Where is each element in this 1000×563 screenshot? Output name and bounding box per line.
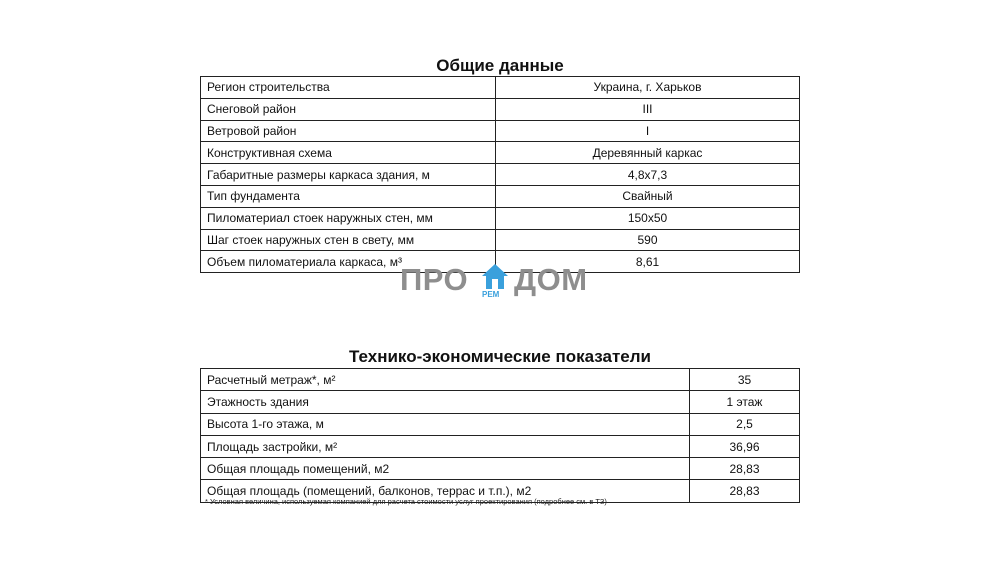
row-label: Регион строительства	[201, 77, 496, 99]
row-value: Деревянный каркас	[496, 142, 800, 164]
row-value: 4,8х7,3	[496, 164, 800, 186]
table-row	[201, 207, 800, 229]
row-label: Этажность здания	[201, 391, 690, 413]
house-icon	[480, 262, 510, 292]
table-row	[201, 435, 800, 457]
pro-dom-logo	[400, 262, 610, 304]
row-label: Площадь застройки, м²	[201, 435, 690, 457]
general-data-title: Общие данные	[436, 56, 564, 75]
table-row	[201, 98, 800, 120]
table-row	[201, 391, 800, 413]
row-value: 35	[690, 369, 800, 391]
row-value: 1 этаж	[690, 391, 800, 413]
row-label: Расчетный метраж*, м²	[201, 369, 690, 391]
row-value: 28,83	[690, 458, 800, 480]
row-value: 8,61	[496, 251, 800, 273]
row-label: Габаритные размеры каркаса здания, м	[201, 164, 496, 186]
row-label: Общая площадь (помещений, балконов, террас и т.п.), м2	[201, 480, 690, 502]
row-value: 28,83	[690, 480, 800, 502]
row-value: Украина, г. Харьков	[496, 77, 800, 99]
row-value: Свайный	[496, 185, 800, 207]
row-value: 150х50	[496, 207, 800, 229]
table-row	[201, 369, 800, 391]
table-row	[201, 142, 800, 164]
logo-text-left: ПРО	[400, 262, 469, 297]
row-label: Объем пиломатериала каркаса, м³	[201, 251, 496, 273]
row-label: Шаг стоек наружных стен в свету, мм	[201, 229, 496, 251]
table-row	[201, 458, 800, 480]
row-value: I	[496, 120, 800, 142]
row-value: 36,96	[690, 435, 800, 457]
footnote: * Условная величина, используемая компанией для расчета стоимости услуг проектирования (подробнее см. в ТЗ)	[205, 497, 607, 506]
table-row	[201, 229, 800, 251]
row-label: Высота 1-го этажа, м	[201, 413, 690, 435]
row-value: 590	[496, 229, 800, 251]
logo-subtext: РЕМ	[482, 290, 500, 299]
logo-text-right: ДОМ	[514, 262, 588, 297]
row-value: 2,5	[690, 413, 800, 435]
row-label: Конструктивная схема	[201, 142, 496, 164]
general-data-table	[200, 76, 800, 273]
row-label: Тип фундамента	[201, 185, 496, 207]
row-label: Пиломатериал стоек наружных стен, мм	[201, 207, 496, 229]
row-value: III	[496, 98, 800, 120]
row-label: Ветровой район	[201, 120, 496, 142]
table-row	[201, 164, 800, 186]
table-row	[201, 77, 800, 99]
table-row	[201, 413, 800, 435]
row-label: Общая площадь помещений, м2	[201, 458, 690, 480]
row-label: Снеговой район	[201, 98, 496, 120]
economic-indicators-table	[200, 368, 800, 503]
table-row	[201, 120, 800, 142]
table-row	[201, 185, 800, 207]
economic-indicators-title: Технико-экономические показатели	[348, 347, 651, 366]
